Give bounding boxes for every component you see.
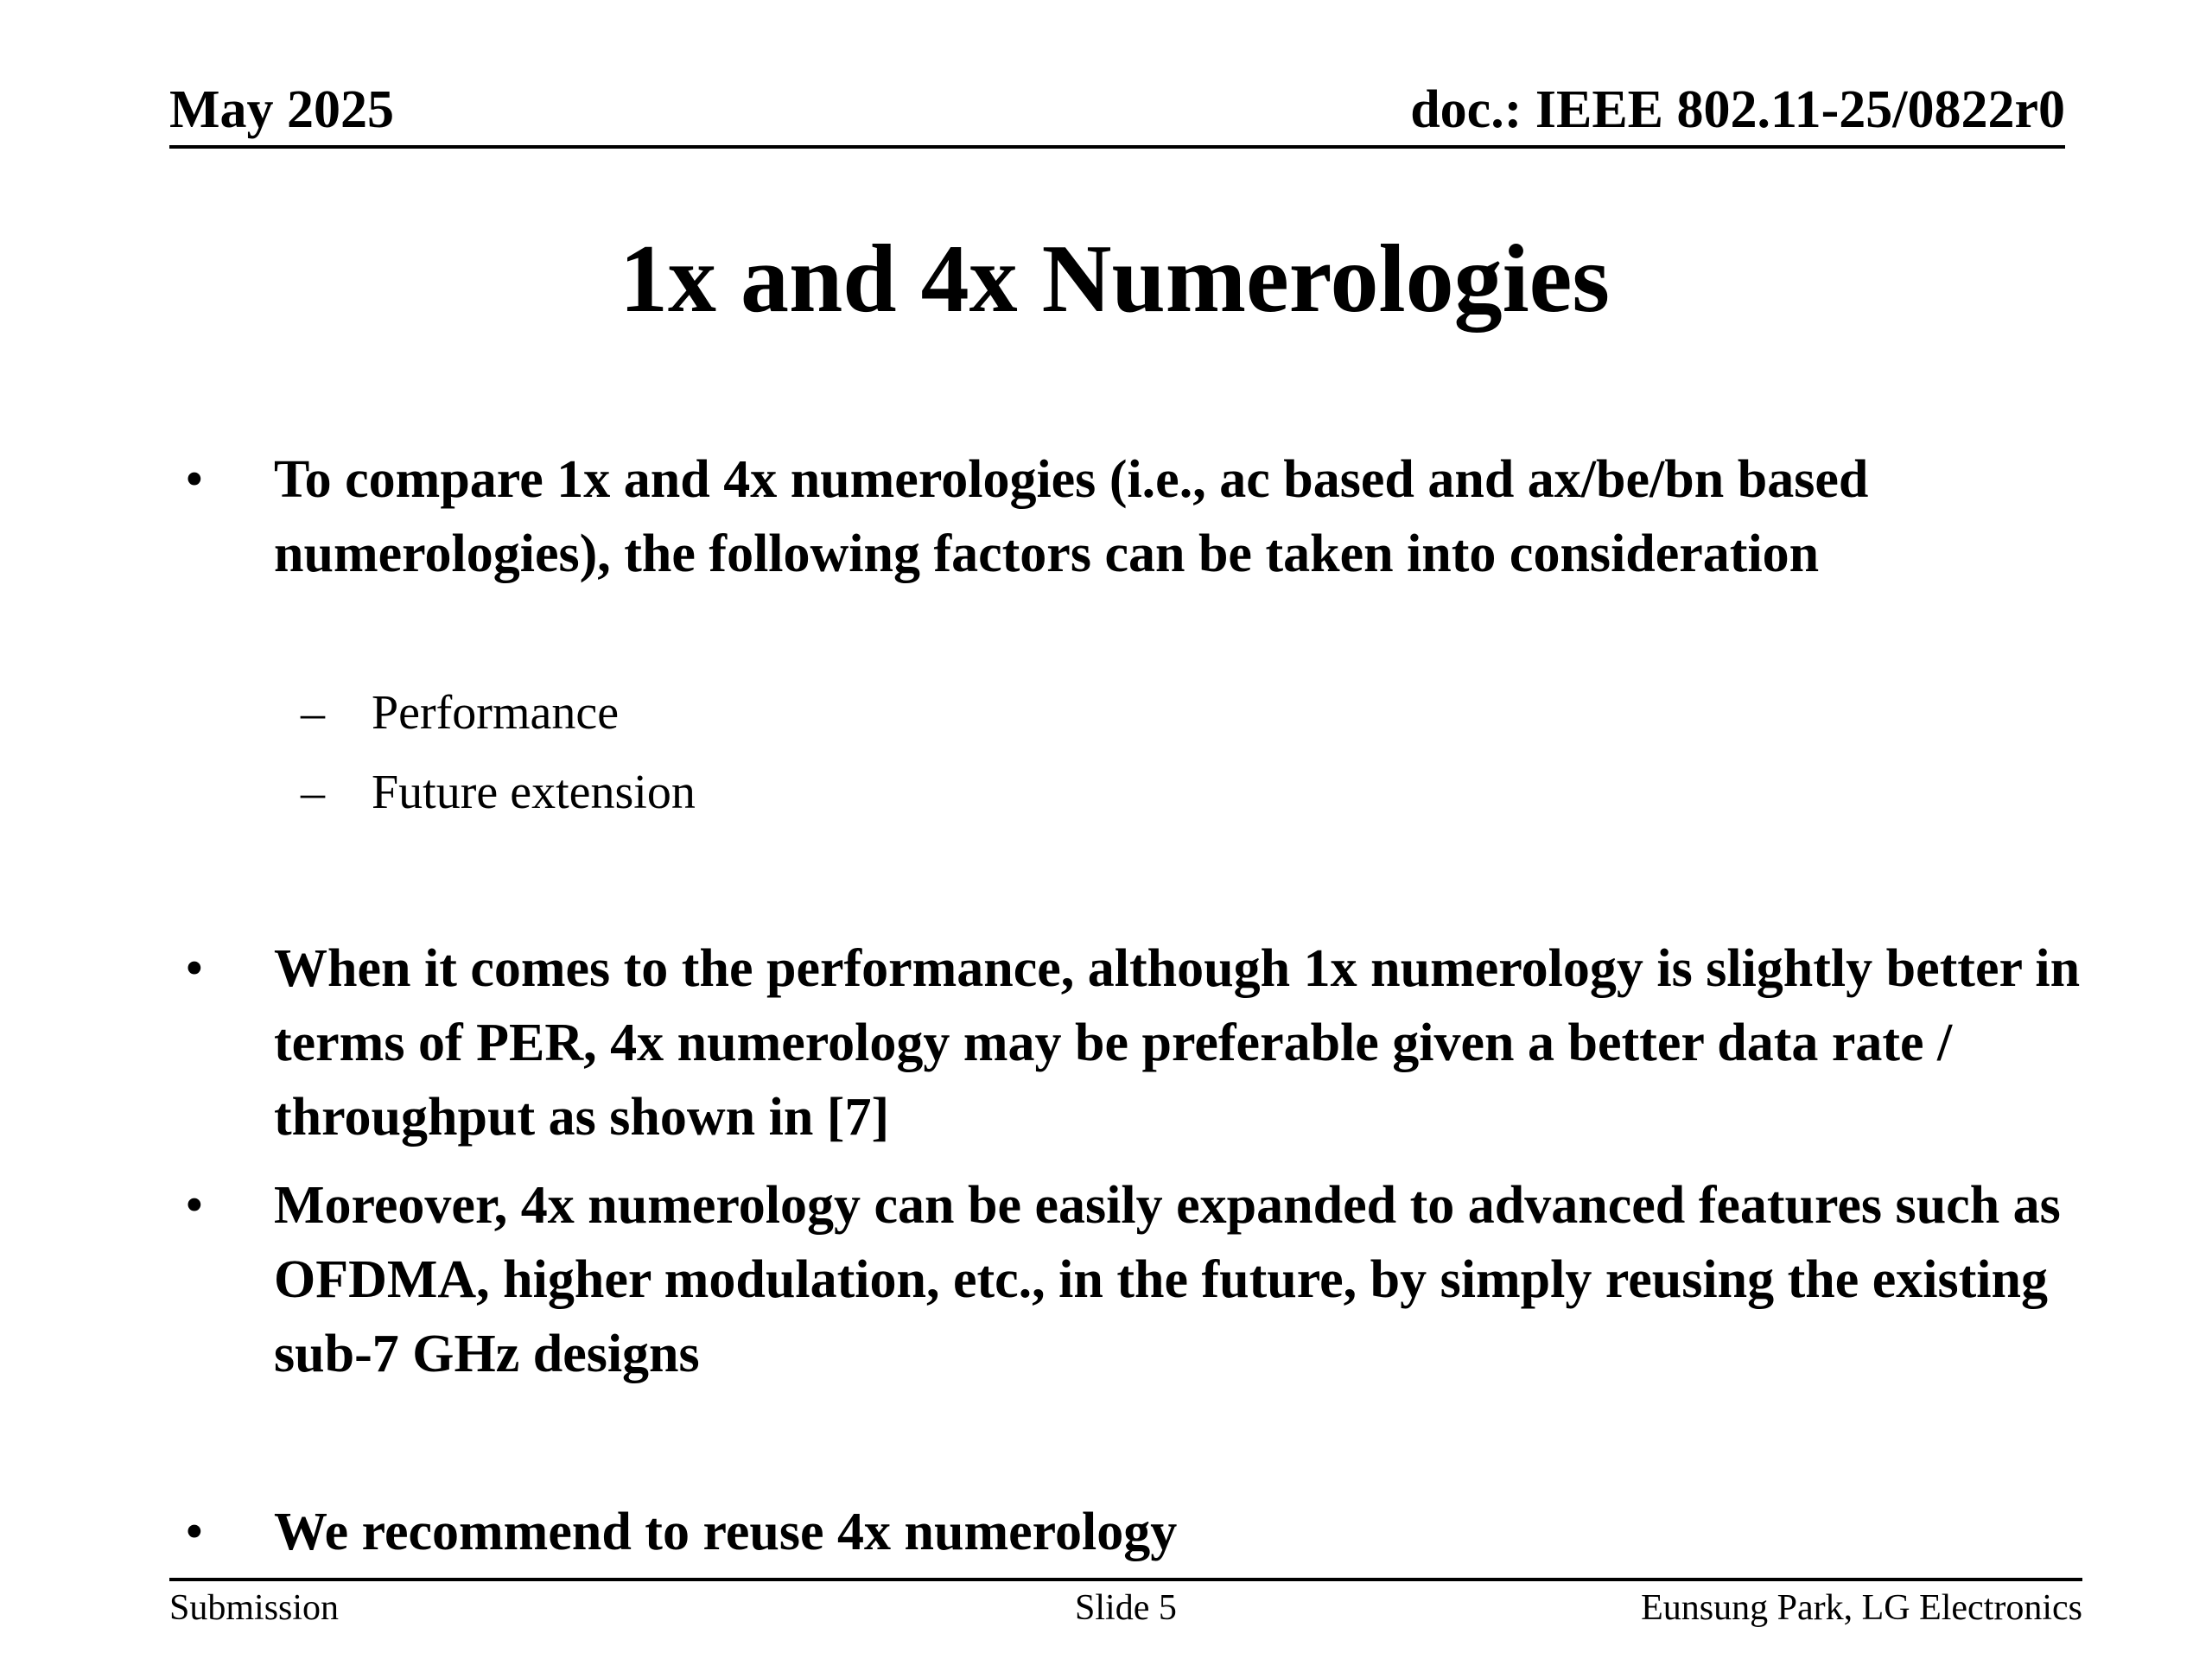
sub-bullet-text: Future extension <box>372 766 696 819</box>
footer-divider <box>169 1578 2082 1581</box>
bullet-item <box>185 1168 2086 1391</box>
sub-bullet-marker: – <box>301 686 325 740</box>
header-divider <box>169 145 2065 149</box>
bullet-marker: • <box>185 1176 204 1235</box>
bullet-marker: • <box>185 1503 204 1561</box>
bullet-item <box>185 442 2086 591</box>
header-date: May 2025 <box>169 80 395 139</box>
footer-submission: Submission <box>169 1588 340 1628</box>
footer-slide-number: Slide 5 <box>1075 1588 1177 1628</box>
bullet-marker: • <box>185 939 204 998</box>
sub-bullet-item <box>301 762 2029 823</box>
bullet-text: We recommend to reuse 4x numerology <box>274 1503 1178 1561</box>
sub-bullet-marker: – <box>301 766 325 819</box>
sub-bullet-text: Performance <box>372 686 620 740</box>
bullet-text: Moreover, 4x numerology can be easily expanded to advanced features such as OFDMA, higher modulation, etc., in the future, by simply reusing the existing sub-7 GHz designs <box>274 1176 2061 1383</box>
bullet-marker: • <box>185 450 204 509</box>
header-doc-id: doc.: IEEE 802.11-25/0822r0 <box>1410 80 2065 139</box>
bullet-text: To compare 1x and 4x numerologies (i.e., ac based and ax/be/bn based numerologies), the following factors can be taken into consideration <box>274 450 1869 583</box>
slide-title: 1x and 4x Numerologies <box>620 226 1610 333</box>
sub-bullet-item <box>301 683 2029 743</box>
bullet-text: When it comes to the performance, although 1x numerology is slightly better in terms of PER, 4x numerology may be preferable given a better data rate / throughput as shown in [7] <box>274 939 2081 1147</box>
footer-author: Eunsung Park, LG Electronics <box>1641 1588 2082 1628</box>
bullet-item <box>185 1495 2086 1569</box>
bullet-item <box>185 931 2086 1154</box>
